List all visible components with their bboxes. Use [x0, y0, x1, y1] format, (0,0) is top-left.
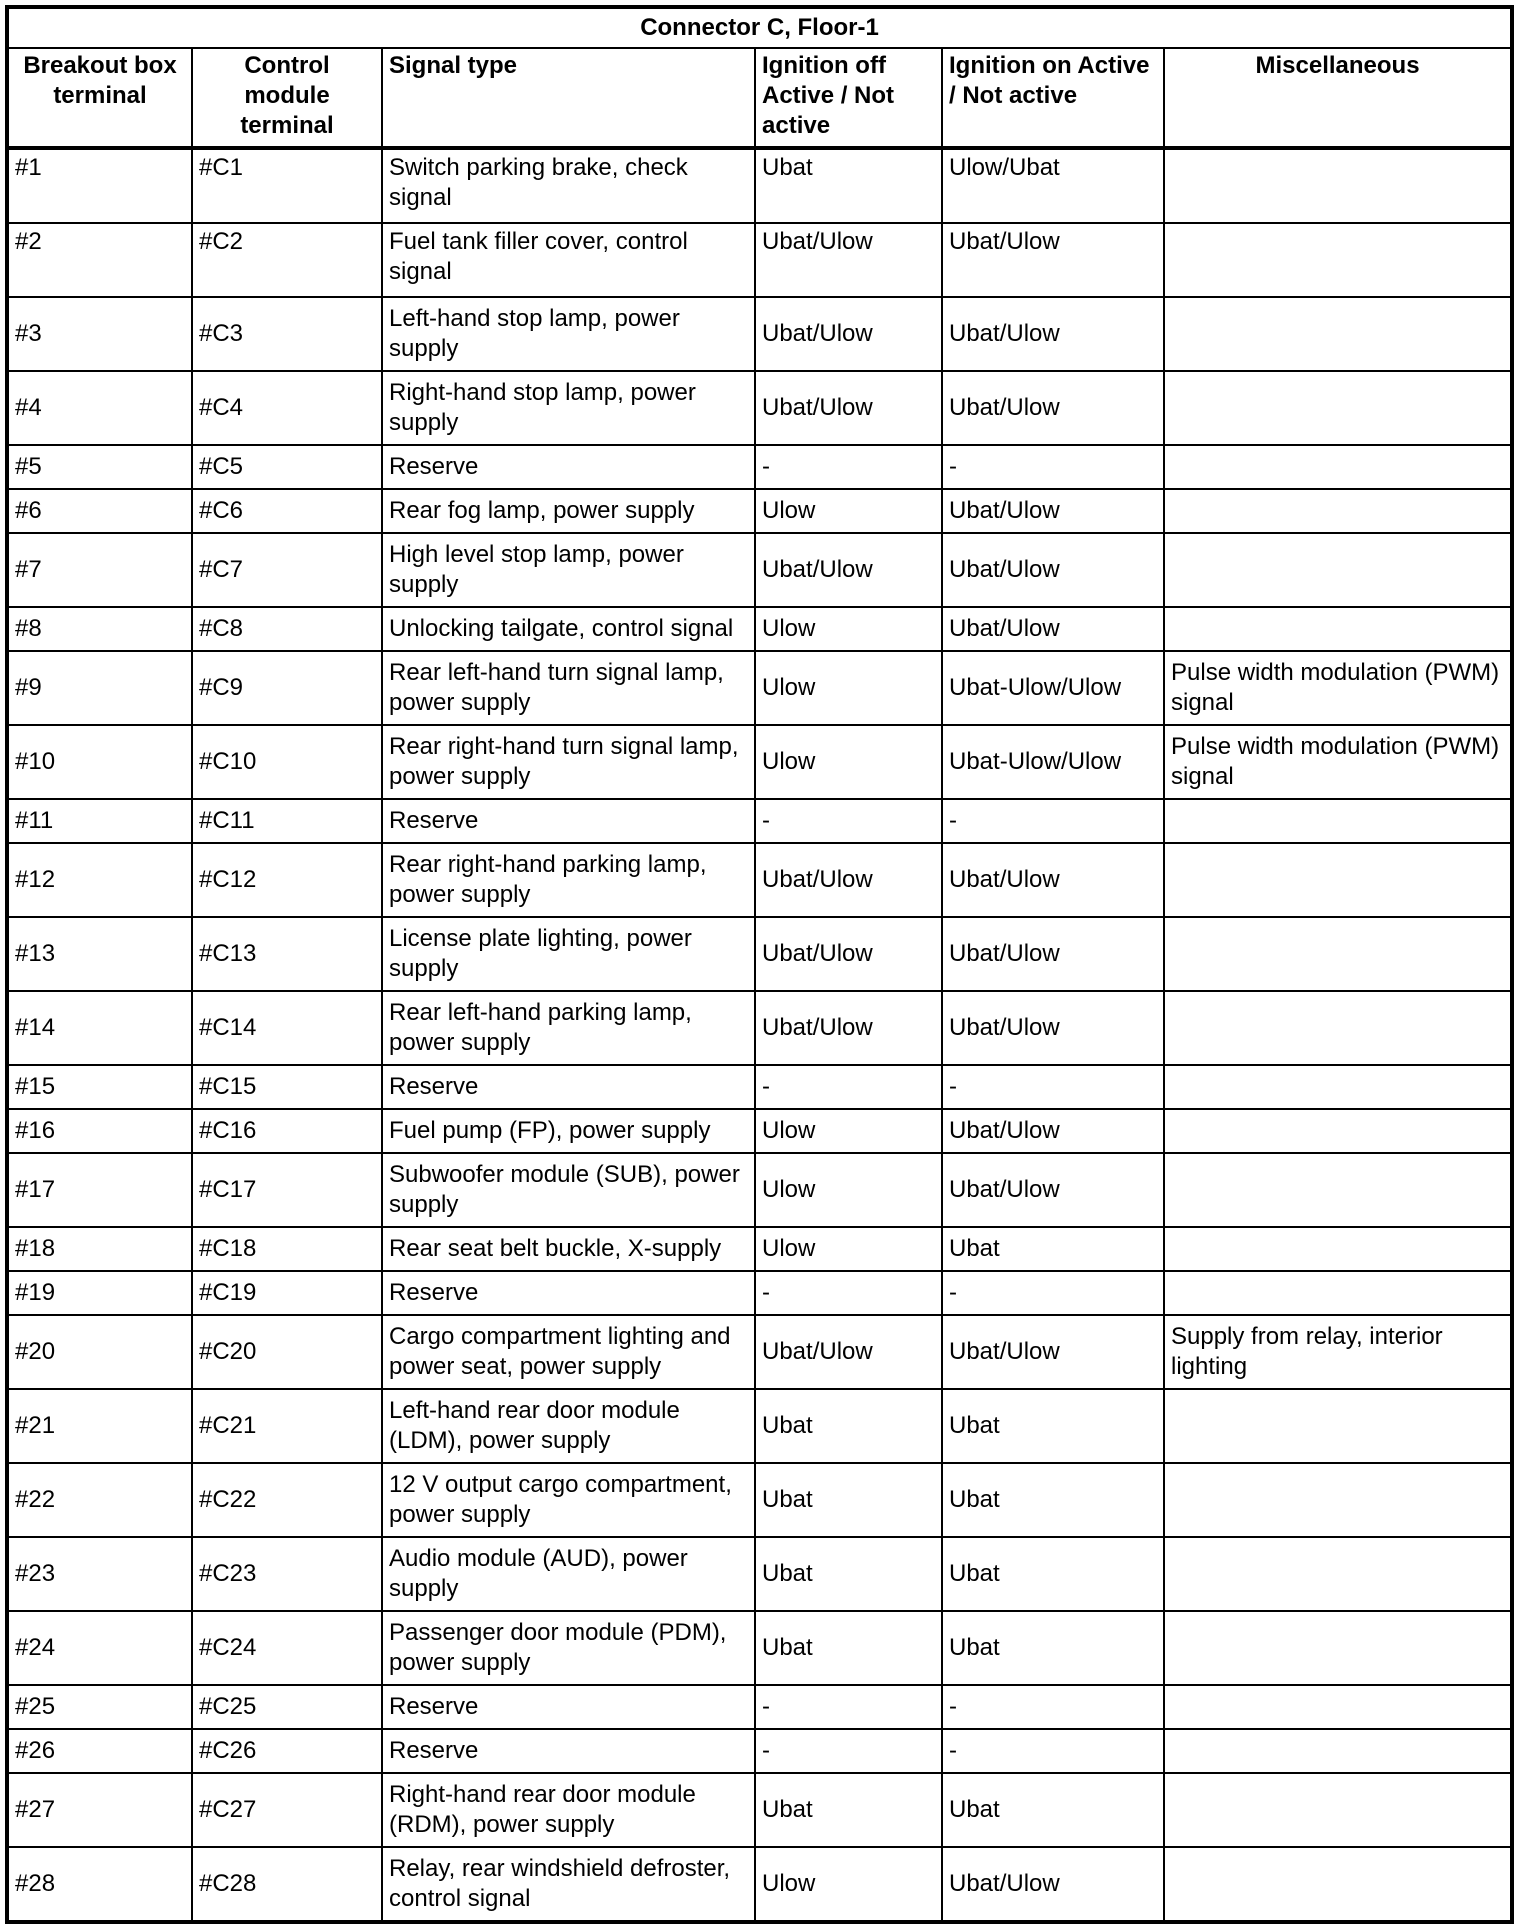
- table-row: [7, 991, 1512, 1065]
- miscellaneous-cell: [1164, 1773, 1512, 1847]
- ignition-off-cell: -: [755, 445, 942, 489]
- table-body: [7, 148, 1512, 1922]
- signal-type-cell: Rear left-hand turn signal lamp, power supply: [382, 651, 755, 725]
- signal-type-cell: Rear seat belt buckle, X-supply: [382, 1227, 755, 1271]
- ignition-on-cell: Ubat: [942, 1463, 1164, 1537]
- ignition-on-cell: Ubat/Ulow: [942, 917, 1164, 991]
- signal-type-cell: Fuel pump (FP), power supply: [382, 1109, 755, 1153]
- ignition-on-cell: -: [942, 445, 1164, 489]
- miscellaneous-cell: Pulse width modulation (PWM) signal: [1164, 725, 1512, 799]
- signal-type-cell: Unlocking tailgate, control signal: [382, 607, 755, 651]
- breakout-terminal-cell: #3: [7, 297, 192, 371]
- ignition-off-cell: Ubat/Ulow: [755, 1315, 942, 1389]
- ignition-off-cell: Ulow: [755, 651, 942, 725]
- ignition-on-cell: Ubat/Ulow: [942, 533, 1164, 607]
- ignition-off-cell: Ubat: [755, 1773, 942, 1847]
- control-terminal-cell: #C27: [192, 1773, 382, 1847]
- miscellaneous-cell: [1164, 445, 1512, 489]
- signal-type-cell: License plate lighting, power supply: [382, 917, 755, 991]
- breakout-terminal-cell: #22: [7, 1463, 192, 1537]
- ignition-on-cell: Ulow/Ubat: [942, 148, 1164, 223]
- breakout-terminal-cell: #15: [7, 1065, 192, 1109]
- ignition-off-cell: -: [755, 1271, 942, 1315]
- control-terminal-cell: #C13: [192, 917, 382, 991]
- control-terminal-cell: #C28: [192, 1847, 382, 1922]
- table-row: [7, 799, 1512, 843]
- signal-type-cell: Reserve: [382, 799, 755, 843]
- table-row: [7, 1271, 1512, 1315]
- miscellaneous-cell: [1164, 1065, 1512, 1109]
- signal-type-cell: Reserve: [382, 1065, 755, 1109]
- table-row: [7, 725, 1512, 799]
- signal-type-cell: 12 V output cargo compartment, power supply: [382, 1463, 755, 1537]
- header-ignition-on: Ignition on Active / Not active: [942, 48, 1164, 148]
- miscellaneous-cell: [1164, 1847, 1512, 1922]
- signal-type-cell: Reserve: [382, 1729, 755, 1773]
- miscellaneous-cell: [1164, 223, 1512, 297]
- breakout-terminal-cell: #18: [7, 1227, 192, 1271]
- miscellaneous-cell: [1164, 533, 1512, 607]
- control-terminal-cell: #C23: [192, 1537, 382, 1611]
- header-miscellaneous: Miscellaneous: [1164, 48, 1512, 148]
- ignition-on-cell: Ubat/Ulow: [942, 489, 1164, 533]
- table-row: [7, 445, 1512, 489]
- breakout-terminal-cell: #26: [7, 1729, 192, 1773]
- table-row: [7, 651, 1512, 725]
- ignition-on-cell: Ubat: [942, 1773, 1164, 1847]
- control-terminal-cell: #C3: [192, 297, 382, 371]
- ignition-off-cell: Ubat: [755, 1389, 942, 1463]
- signal-type-cell: Rear left-hand parking lamp, power supply: [382, 991, 755, 1065]
- table-row: [7, 1315, 1512, 1389]
- header-ignition-off: Ignition off Active / Not active: [755, 48, 942, 148]
- miscellaneous-cell: [1164, 799, 1512, 843]
- control-terminal-cell: #C12: [192, 843, 382, 917]
- table-row: [7, 1389, 1512, 1463]
- miscellaneous-cell: [1164, 1271, 1512, 1315]
- ignition-on-cell: Ubat-Ulow/Ulow: [942, 651, 1164, 725]
- breakout-terminal-cell: #5: [7, 445, 192, 489]
- ignition-off-cell: Ubat/Ulow: [755, 371, 942, 445]
- breakout-terminal-cell: #1: [7, 148, 192, 223]
- miscellaneous-cell: Supply from relay, interior lighting: [1164, 1315, 1512, 1389]
- control-terminal-cell: #C11: [192, 799, 382, 843]
- ignition-on-cell: -: [942, 1685, 1164, 1729]
- control-terminal-cell: #C17: [192, 1153, 382, 1227]
- breakout-terminal-cell: #24: [7, 1611, 192, 1685]
- ignition-on-cell: -: [942, 1065, 1164, 1109]
- table-row: [7, 489, 1512, 533]
- signal-type-cell: Rear right-hand turn signal lamp, power supply: [382, 725, 755, 799]
- miscellaneous-cell: [1164, 371, 1512, 445]
- miscellaneous-cell: [1164, 843, 1512, 917]
- signal-type-cell: Subwoofer module (SUB), power supply: [382, 1153, 755, 1227]
- table-row: [7, 1773, 1512, 1847]
- breakout-terminal-cell: #9: [7, 651, 192, 725]
- control-terminal-cell: #C4: [192, 371, 382, 445]
- control-terminal-cell: #C22: [192, 1463, 382, 1537]
- signal-type-cell: Reserve: [382, 445, 755, 489]
- signal-type-cell: Reserve: [382, 1271, 755, 1315]
- table-row: [7, 148, 1512, 223]
- ignition-off-cell: Ulow: [755, 1153, 942, 1227]
- breakout-terminal-cell: #19: [7, 1271, 192, 1315]
- miscellaneous-cell: [1164, 1611, 1512, 1685]
- ignition-off-cell: Ubat/Ulow: [755, 297, 942, 371]
- connector-table: [5, 5, 1514, 1924]
- ignition-on-cell: Ubat/Ulow: [942, 371, 1164, 445]
- header-control-module-terminal: Control module terminal: [192, 48, 382, 148]
- miscellaneous-cell: [1164, 1463, 1512, 1537]
- ignition-off-cell: Ubat: [755, 148, 942, 223]
- breakout-terminal-cell: #21: [7, 1389, 192, 1463]
- table-row: [7, 533, 1512, 607]
- control-terminal-cell: #C5: [192, 445, 382, 489]
- breakout-terminal-cell: #13: [7, 917, 192, 991]
- ignition-off-cell: -: [755, 1685, 942, 1729]
- signal-type-cell: Passenger door module (PDM), power supply: [382, 1611, 755, 1685]
- signal-type-cell: High level stop lamp, power supply: [382, 533, 755, 607]
- table-row: [7, 1065, 1512, 1109]
- miscellaneous-cell: [1164, 1537, 1512, 1611]
- control-terminal-cell: #C24: [192, 1611, 382, 1685]
- ignition-on-cell: Ubat: [942, 1227, 1164, 1271]
- ignition-off-cell: Ulow: [755, 725, 942, 799]
- table-row: [7, 843, 1512, 917]
- ignition-on-cell: Ubat-Ulow/Ulow: [942, 725, 1164, 799]
- control-terminal-cell: #C19: [192, 1271, 382, 1315]
- miscellaneous-cell: [1164, 607, 1512, 651]
- ignition-off-cell: Ubat/Ulow: [755, 991, 942, 1065]
- table-row: [7, 1729, 1512, 1773]
- table-row: [7, 607, 1512, 651]
- miscellaneous-cell: [1164, 917, 1512, 991]
- ignition-off-cell: Ubat: [755, 1537, 942, 1611]
- breakout-terminal-cell: #16: [7, 1109, 192, 1153]
- miscellaneous-cell: [1164, 1685, 1512, 1729]
- ignition-off-cell: Ubat/Ulow: [755, 533, 942, 607]
- control-terminal-cell: #C10: [192, 725, 382, 799]
- signal-type-cell: Relay, rear windshield defroster, control signal: [382, 1847, 755, 1922]
- breakout-terminal-cell: #2: [7, 223, 192, 297]
- ignition-on-cell: Ubat/Ulow: [942, 297, 1164, 371]
- ignition-off-cell: -: [755, 1065, 942, 1109]
- breakout-terminal-cell: #4: [7, 371, 192, 445]
- signal-type-cell: Audio module (AUD), power supply: [382, 1537, 755, 1611]
- ignition-on-cell: -: [942, 1729, 1164, 1773]
- miscellaneous-cell: [1164, 297, 1512, 371]
- table-row: [7, 223, 1512, 297]
- table-row: [7, 1153, 1512, 1227]
- connector-table-wrapper: [5, 5, 1514, 1924]
- control-terminal-cell: #C21: [192, 1389, 382, 1463]
- ignition-off-cell: Ubat/Ulow: [755, 917, 942, 991]
- ignition-on-cell: -: [942, 1271, 1164, 1315]
- control-terminal-cell: #C26: [192, 1729, 382, 1773]
- breakout-terminal-cell: #10: [7, 725, 192, 799]
- signal-type-cell: Right-hand rear door module (RDM), power supply: [382, 1773, 755, 1847]
- signal-type-cell: Right-hand stop lamp, power supply: [382, 371, 755, 445]
- signal-type-cell: Rear right-hand parking lamp, power supply: [382, 843, 755, 917]
- signal-type-cell: Left-hand rear door module (LDM), power supply: [382, 1389, 755, 1463]
- signal-type-cell: Rear fog lamp, power supply: [382, 489, 755, 533]
- header-signal-type: Signal type: [382, 48, 755, 148]
- control-terminal-cell: #C7: [192, 533, 382, 607]
- ignition-on-cell: Ubat/Ulow: [942, 1315, 1164, 1389]
- miscellaneous-cell: Pulse width modulation (PWM) signal: [1164, 651, 1512, 725]
- control-terminal-cell: #C2: [192, 223, 382, 297]
- table-row: [7, 1537, 1512, 1611]
- breakout-terminal-cell: #28: [7, 1847, 192, 1922]
- control-terminal-cell: #C25: [192, 1685, 382, 1729]
- breakout-terminal-cell: #8: [7, 607, 192, 651]
- control-terminal-cell: #C20: [192, 1315, 382, 1389]
- miscellaneous-cell: [1164, 1389, 1512, 1463]
- breakout-terminal-cell: #12: [7, 843, 192, 917]
- miscellaneous-cell: [1164, 489, 1512, 533]
- ignition-on-cell: Ubat/Ulow: [942, 991, 1164, 1065]
- table-row: [7, 297, 1512, 371]
- ignition-on-cell: Ubat/Ulow: [942, 843, 1164, 917]
- ignition-off-cell: Ulow: [755, 1847, 942, 1922]
- miscellaneous-cell: [1164, 1109, 1512, 1153]
- ignition-off-cell: -: [755, 799, 942, 843]
- miscellaneous-cell: [1164, 1153, 1512, 1227]
- table-title: Connector C, Floor-1: [7, 7, 1512, 48]
- ignition-on-cell: -: [942, 799, 1164, 843]
- breakout-terminal-cell: #17: [7, 1153, 192, 1227]
- control-terminal-cell: #C14: [192, 991, 382, 1065]
- breakout-terminal-cell: #23: [7, 1537, 192, 1611]
- ignition-off-cell: Ulow: [755, 607, 942, 651]
- breakout-terminal-cell: #6: [7, 489, 192, 533]
- breakout-terminal-cell: #27: [7, 1773, 192, 1847]
- breakout-terminal-cell: #25: [7, 1685, 192, 1729]
- table-row: [7, 1109, 1512, 1153]
- ignition-off-cell: Ulow: [755, 489, 942, 533]
- table-row: [7, 1227, 1512, 1271]
- signal-type-cell: Left-hand stop lamp, power supply: [382, 297, 755, 371]
- ignition-off-cell: Ulow: [755, 1109, 942, 1153]
- control-terminal-cell: #C9: [192, 651, 382, 725]
- table-row: [7, 1847, 1512, 1922]
- breakout-terminal-cell: #11: [7, 799, 192, 843]
- miscellaneous-cell: [1164, 1227, 1512, 1271]
- table-row: [7, 1611, 1512, 1685]
- ignition-on-cell: Ubat: [942, 1611, 1164, 1685]
- signal-type-cell: Fuel tank filler cover, control signal: [382, 223, 755, 297]
- signal-type-cell: Cargo compartment lighting and power seat, power supply: [382, 1315, 755, 1389]
- ignition-on-cell: Ubat: [942, 1389, 1164, 1463]
- ignition-on-cell: Ubat/Ulow: [942, 223, 1164, 297]
- ignition-off-cell: Ubat: [755, 1611, 942, 1685]
- ignition-on-cell: Ubat/Ulow: [942, 607, 1164, 651]
- miscellaneous-cell: [1164, 1729, 1512, 1773]
- ignition-on-cell: Ubat/Ulow: [942, 1109, 1164, 1153]
- table-row: [7, 371, 1512, 445]
- ignition-off-cell: Ubat: [755, 1463, 942, 1537]
- signal-type-cell: Reserve: [382, 1685, 755, 1729]
- control-terminal-cell: #C15: [192, 1065, 382, 1109]
- ignition-on-cell: Ubat/Ulow: [942, 1153, 1164, 1227]
- table-title-row: [7, 7, 1512, 48]
- breakout-terminal-cell: #20: [7, 1315, 192, 1389]
- control-terminal-cell: #C1: [192, 148, 382, 223]
- header-breakout-box-terminal: Breakout box terminal: [7, 48, 192, 148]
- table-row: [7, 1463, 1512, 1537]
- ignition-on-cell: Ubat: [942, 1537, 1164, 1611]
- miscellaneous-cell: [1164, 991, 1512, 1065]
- breakout-terminal-cell: #7: [7, 533, 192, 607]
- ignition-off-cell: Ubat/Ulow: [755, 223, 942, 297]
- control-terminal-cell: #C18: [192, 1227, 382, 1271]
- ignition-off-cell: Ubat/Ulow: [755, 843, 942, 917]
- ignition-off-cell: -: [755, 1729, 942, 1773]
- signal-type-cell: Switch parking brake, check signal: [382, 148, 755, 223]
- ignition-off-cell: Ulow: [755, 1227, 942, 1271]
- table-header-row: [7, 48, 1512, 148]
- control-terminal-cell: #C8: [192, 607, 382, 651]
- table-row: [7, 917, 1512, 991]
- ignition-on-cell: Ubat/Ulow: [942, 1847, 1164, 1922]
- table-row: [7, 1685, 1512, 1729]
- control-terminal-cell: #C16: [192, 1109, 382, 1153]
- breakout-terminal-cell: #14: [7, 991, 192, 1065]
- control-terminal-cell: #C6: [192, 489, 382, 533]
- miscellaneous-cell: [1164, 148, 1512, 223]
